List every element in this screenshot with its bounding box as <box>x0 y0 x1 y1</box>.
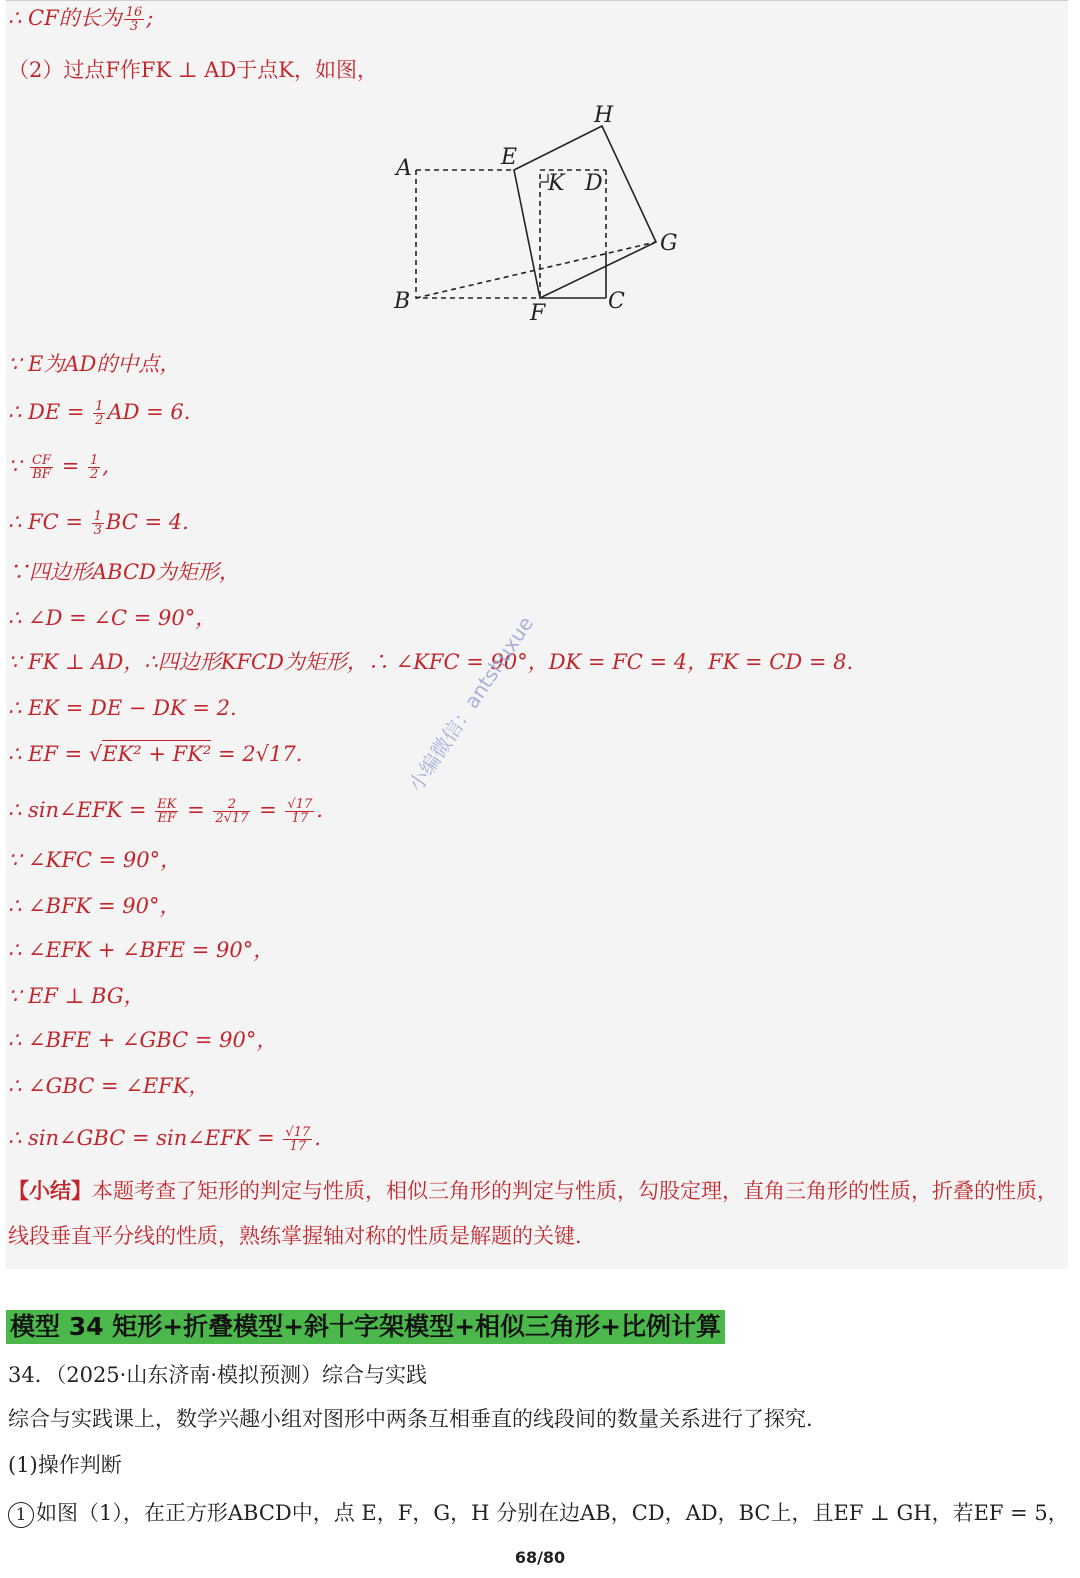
solution-line-6: ∵四边形ABCD为矩形， <box>8 560 240 584</box>
fraction: $\frac{CF}{BF}$ <box>32 453 52 482</box>
solution-line-8: ∵ FK ⊥ AD，∴四边形KFCD为矩形，∴ ∠KFC = 90°，DK = FC = 4，FK = CD = 8. <box>8 650 854 674</box>
summary-text: 本题考查了矩形的判定与性质，相似三角形的判定与性质，勾股定理，直角三角形的性质，折叠的性质，线段垂直平分线的性质，熟练掌握轴对称的性质是解题的关键. <box>8 1179 1058 1248</box>
circled-number: 1 <box>8 1502 34 1528</box>
label-D: D <box>585 171 603 196</box>
solution-line-15: ∵ EF ⊥ BG， <box>8 984 145 1008</box>
solution-line-0: ∴ CF的长为 $\frac{16}{3}$ ; <box>8 5 154 34</box>
folded-quad-ehgf <box>514 126 656 298</box>
question-line-2: 综合与实践课上，数学兴趣小组对图形中两条互相垂直的线段间的数量关系进行了探究. <box>8 1407 813 1431</box>
label-E: E <box>501 145 518 170</box>
label-F: F <box>530 301 546 326</box>
solution-line-7: ∴ ∠D = ∠C = 90°， <box>8 606 217 630</box>
fraction: $\frac{1}{2}$ <box>95 399 104 428</box>
fraction: $\frac{2}{2√17}$ <box>215 797 249 826</box>
geometry-figure <box>380 98 700 328</box>
solution-line-12: ∵ ∠KFC = 90°， <box>8 848 182 872</box>
label-G: G <box>660 231 678 256</box>
right-angle-mark <box>540 174 548 182</box>
solution-line-5: ∴ FC = $\frac{1}{3}$ BC = 4. <box>8 509 189 538</box>
solution-line-4: ∵ $\frac{CF}{BF}$ = $\frac{1}{2}$ , <box>8 453 109 482</box>
fraction: $\frac{√17}{17}$ <box>285 1125 311 1154</box>
page-number: 68/80 <box>514 1548 566 1567</box>
question-line-3: (1)操作判断 <box>8 1453 122 1477</box>
summary <box>8 1168 1066 1259</box>
fraction: $\frac{√17}{17}$ <box>287 797 313 826</box>
model-title: 模型 34 矩形+折叠模型+斜十字架模型+相似三角形+比例计算 <box>6 1310 725 1344</box>
solution-line-10: ∴ EF = √EK² + FK² = 2√17. <box>8 742 303 766</box>
solution-line-11: ∴ sin∠EFK = $\frac{EK}{EF}$ = $\frac{2}{2√17}$ = $\frac{√17}{17}$ . <box>8 797 323 826</box>
label-A: A <box>396 156 412 181</box>
fraction: $\frac{16}{3}$ <box>125 5 143 34</box>
dashed-rect-ab-bf <box>416 170 540 298</box>
fraction: $\frac{1}{2}$ <box>89 453 99 482</box>
solution-line-9: ∴ EK = DE − DK = 2. <box>8 696 237 720</box>
label-H: H <box>594 103 614 128</box>
solution-line-2: ∵ E为AD的中点， <box>8 352 181 376</box>
solution-line-18: ∴ sin∠GBC = sin∠EFK = $\frac{√17}{17}$ . <box>8 1125 321 1154</box>
label-C: C <box>608 289 625 314</box>
solution-line-16: ∴ ∠BFE + ∠GBC = 90°， <box>8 1028 278 1052</box>
summary-tag: 【小结】 <box>8 1178 92 1203</box>
label-K: K <box>548 171 565 196</box>
watermark: 小编微信：antshuxue <box>403 611 539 796</box>
solution-line-3: ∴ DE = $\frac{1}{2}$ AD = 6. <box>8 399 191 428</box>
fraction: $\frac{1}{3}$ <box>93 509 102 538</box>
question-line-1: 34．（2025·山东济南·模拟预测）综合与实践 <box>8 1363 428 1387</box>
solution-line-14: ∴ ∠EFK + ∠BFE = 90°， <box>8 938 275 962</box>
solution-line-1: （2）过点F作FK ⊥ AD于点K，如图， <box>8 58 378 82</box>
label-B: B <box>394 289 411 314</box>
fraction: $\frac{EK}{EF}$ <box>157 797 177 826</box>
question-line-4: 1 如图（1），在正方形ABCD中，点 E，F，G，H 分别在边AB，CD，AD，BC上，且EF ⊥ GH，若EF = 5， <box>8 1498 1069 1528</box>
solution-line-13: ∴ ∠BFK = 90°， <box>8 894 181 918</box>
solution-line-17: ∴ ∠GBC = ∠EFK， <box>8 1074 210 1098</box>
